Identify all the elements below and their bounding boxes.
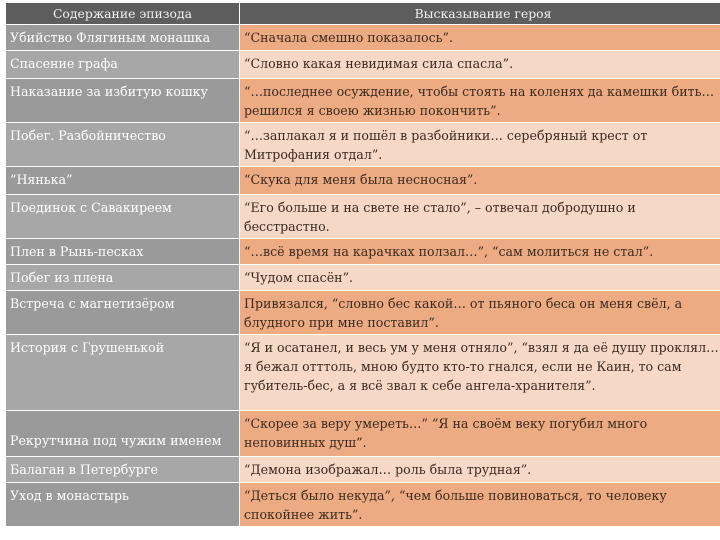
episode-cell: “Нянька” — [6, 167, 240, 195]
episode-cell: Встреча с магнетизёром — [6, 291, 240, 335]
table-row — [6, 457, 720, 483]
table-row — [6, 25, 720, 51]
quote-cell: “Словно какая невидимая сила спасла”. — [240, 51, 720, 79]
episode-cell: Поединок с Савакиреем — [6, 195, 240, 239]
episode-cell: Уход в монастырь — [6, 483, 240, 527]
table-row — [6, 51, 720, 79]
quote-cell: “…заплакал я и пошёл в разбойники… серебряный крест от Митрофания отдал”. — [240, 123, 720, 167]
table-row — [6, 79, 720, 123]
quote-cell: “Демона изображал… роль была трудная”. — [240, 457, 720, 483]
table-row — [6, 239, 720, 265]
episode-cell: Побег. Разбойничество — [6, 123, 240, 167]
table-row — [6, 411, 720, 457]
episode-cell: Балаган в Петербурге — [6, 457, 240, 483]
quote-cell: “Я и осатанел, и весь ум у меня отняло”, “взял я да её душу проклял… я бежал отттоль, мною будто кто-то гнался, если не Каин, то сам губитель-бес, а я всё звал к себе ангела-хранителя”. — [240, 335, 720, 411]
episode-cell: Убийство Флягиным монашка — [6, 25, 240, 51]
episode-cell: Побег из плена — [6, 265, 240, 291]
table-row — [6, 291, 720, 335]
table-row — [6, 265, 720, 291]
table-row — [6, 167, 720, 195]
episode-cell: Рекрутчина под чужим именем — [6, 411, 240, 457]
quote-cell: “Деться было некуда”, “чем больше повиноваться, то человеку спокойнее жить”. — [240, 483, 720, 527]
episode-cell: Спасение графа — [6, 51, 240, 79]
quote-cell: “Чудом спасён”. — [240, 265, 720, 291]
table-header-row — [6, 3, 720, 25]
episode-cell: Плен в Рынь-песках — [6, 239, 240, 265]
quote-cell: “…последнее осуждение, чтобы стоять на коленях да камешки бить… решился я своею жизнью покончить”. — [240, 79, 720, 123]
quote-cell: Привязался, “словно бес какой… от пьяного беса он меня свёл, а блудного при мне поставил”. — [240, 291, 720, 335]
quote-cell: “…всё время на карачках ползал…”, “сам молиться не стал”. — [240, 239, 720, 265]
quote-cell: “Скорее за веру умереть…” “Я на своём веку погубил много неповинных душ”. — [240, 411, 720, 457]
quote-cell: “Скука для меня была несносная”. — [240, 167, 720, 195]
quote-cell: “Его больше и на свете не стало”, – отвечал добродушно и бесстрастно. — [240, 195, 720, 239]
table-row — [6, 483, 720, 527]
table-row — [6, 123, 720, 167]
episode-cell: История с Грушенькой — [6, 335, 240, 411]
episodes-table — [5, 2, 720, 527]
table-row — [6, 335, 720, 411]
table-row — [6, 195, 720, 239]
header-quote: Высказывание героя — [240, 3, 720, 25]
quote-cell: “Сначала смешно показалось”. — [240, 25, 720, 51]
episode-cell: Наказание за избитую кошку — [6, 79, 240, 123]
header-episode: Содержание эпизода — [6, 3, 240, 25]
